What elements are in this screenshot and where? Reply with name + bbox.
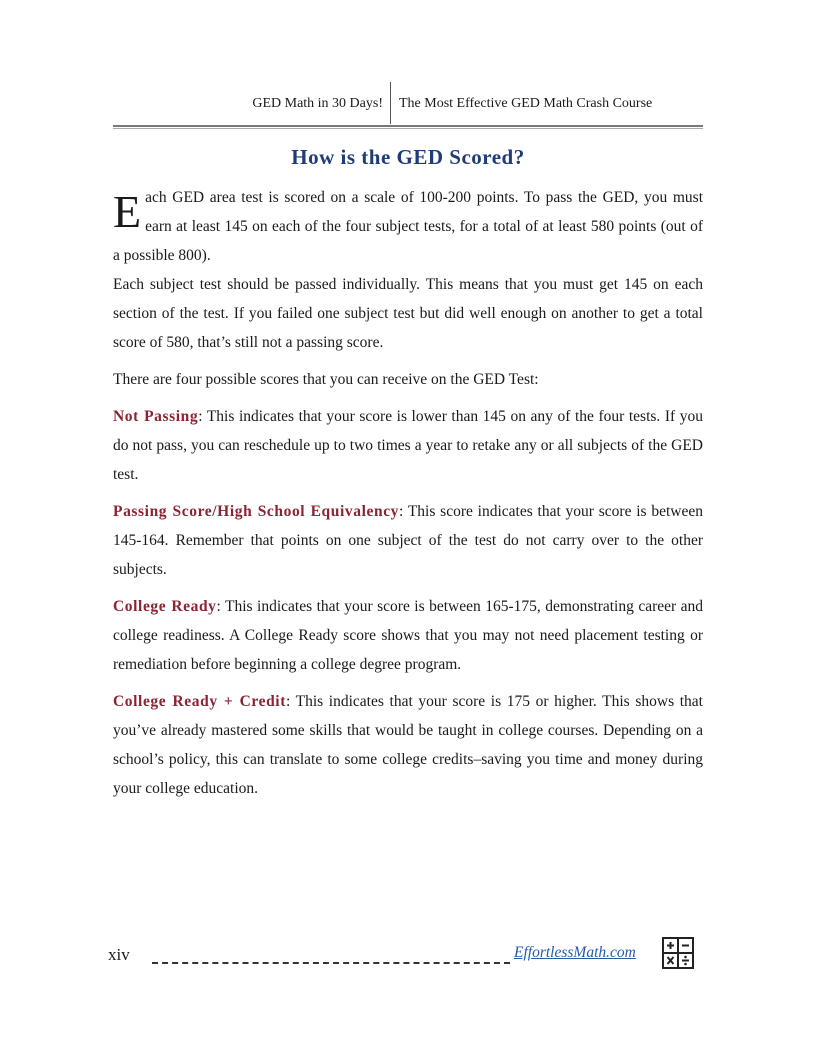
score-term: Passing Score/High School Equivalency: [113, 503, 400, 520]
score-description: : This indicates that your score is lower than 145 on any of the four tests. If you do not pass, you can reschedule up to two times a year to retake any or all subjects of the GED test.: [113, 408, 703, 483]
score-term: College Ready: [113, 598, 217, 615]
score-passing: [113, 497, 703, 584]
header-book-title: GED Math in 30 Days!: [252, 96, 383, 111]
page-title: How is the GED Scored?: [291, 145, 525, 169]
math-operations-icon: [662, 937, 694, 969]
score-description: : This indicates that your score is 175 or higher. This shows that you’ve already mastered some skills that would be taught in college courses. Depending on a school’s policy, this can translate to some college credits–saving you time and money during your college education.: [113, 693, 703, 797]
score-college-ready-credit: [113, 687, 703, 803]
header-rule: [113, 125, 703, 127]
score-college-ready: [113, 592, 703, 679]
page-header: [113, 82, 703, 126]
score-not-passing: [113, 402, 703, 489]
score-term: Not Passing: [113, 408, 199, 425]
intro-text: ach GED area test is scored on a scale of 100-200 points. To pass the GED, you must earn at least 145 on each of the four subject tests, for a total of at least 580 points (out of a possible 800).: [113, 189, 703, 264]
drop-cap: E: [113, 186, 142, 237]
individual-paragraph: Each subject test should be passed individually. This means that you must get 145 on each section of the test. If you failed one subject test but did well enough on another to get a total score of 580, that’s still not a passing score.: [113, 276, 703, 351]
site-link[interactable]: EffortlessMath.com: [514, 944, 636, 961]
score-description: : This indicates that your score is between 165-175, demonstrating career and college readiness. A College Ready score shows that you may not need placement testing or remediation before beginning a college degree program.: [113, 598, 704, 673]
four-scores-paragraph: There are four possible scores that you can receive on the GED Test:: [113, 371, 539, 388]
score-term: College Ready + Credit: [113, 693, 286, 710]
intro-paragraph: [113, 183, 703, 270]
header-rule-thin: [113, 128, 703, 129]
footer-dotted-leader: [152, 962, 510, 964]
page-number: xiv: [108, 945, 130, 964]
score-description: : This score indicates that your score is between 145-164. Remember that points on one subject of the test do not carry over to the other subjects.: [113, 503, 703, 578]
main-content: [113, 183, 703, 803]
header-subtitle: The Most Effective GED Math Crash Course: [399, 96, 653, 111]
header-divider: [390, 82, 391, 124]
